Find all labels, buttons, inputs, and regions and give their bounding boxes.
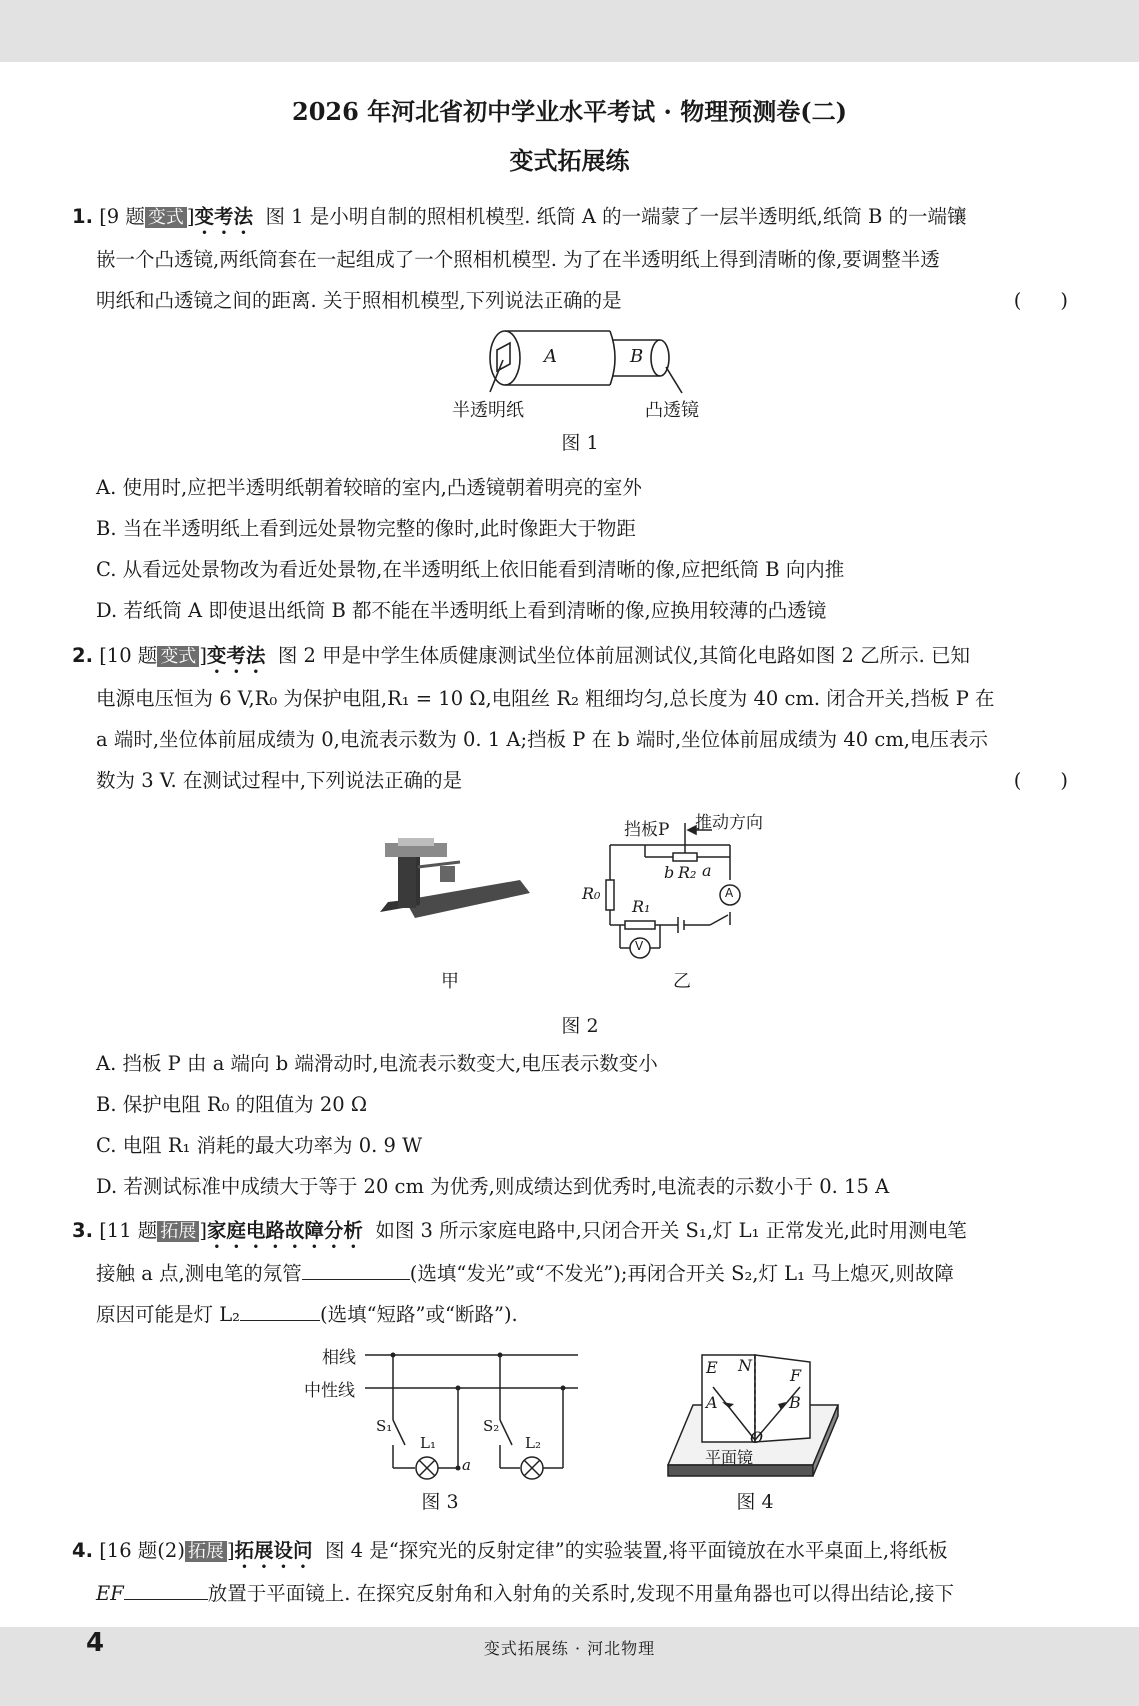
question-4-text-2b: 放置于平面镜上. 在探究反射角和入射角的关系时,发现不用量角器也可以得出结论,接下 [207,1582,955,1605]
question-3-text-2a: 接触 a 点,测电笔的氖管 [96,1262,302,1285]
fig4-label-mirror: 平面镜 [705,1448,754,1467]
fig4-label-f: F [790,1366,802,1385]
question-2-text-1: 图 2 甲是中学生体质健康测试坐位体前屈测试仪,其简化电路如图 2 乙所示. 已知 [277,644,971,667]
fig3-label-l2: L₂ [525,1434,541,1452]
fig1-label-b: B [630,346,644,367]
question-1-number: 1. [72,205,93,228]
fig4-label-a: A [706,1393,718,1412]
fig4-label-o: O [750,1428,764,1447]
question-1-text-3: 明纸和凸透镜之间的距离. 关于照相机模型,下列说法正确的是 [96,289,622,312]
question-1-source-close: ] [186,205,195,228]
fig2-label-b: b [664,863,675,882]
fig2-label-r1: R₁ [632,897,651,916]
question-1-text-2: 嵌一个凸透镜,两纸筒套在一起组成了一个照相机模型. 为了在半透明纸上得到清晰的像,要调整半透 [96,248,940,271]
question-1-tag: 变式 [145,207,187,228]
fig2-label-board: 挡板P [624,820,670,840]
fig1-label-lens: 凸透镜 [645,400,699,421]
fig3-label-neutral: 中性线 [304,1381,355,1401]
fig3-label-live: 相线 [322,1348,356,1368]
page-title: 2026 年河北省初中学业水平考试 · 物理预测卷(二) [292,97,847,126]
footer-text: 变式拓展练 · 河北物理 [483,1639,656,1658]
question-3-text-3b: (选填“短路”或“断路”). [319,1303,518,1326]
question-2-answer-paren: ( ) [1013,769,1068,792]
fig3-label-l1: L₁ [420,1434,436,1452]
question-1-option-b: B. 当在半透明纸上看到远处景物完整的像时,此时像距大于物距 [96,517,636,540]
question-1-option-c: C. 从看远处景物改为看近处景物,在半透明纸上依旧能看到清晰的像,应把纸筒 B 向内推 [96,558,845,581]
question-4 [72,1530,1068,1614]
fig4-caption: 图 4 [736,1491,774,1513]
fig1-label-paper: 半透明纸 [452,400,524,421]
fig4-label-b: B [789,1393,801,1412]
question-4-blank-1[interactable] [124,1576,208,1600]
page-subtitle: 变式拓展练 [509,146,630,175]
fig3-label-s2: S₂ [483,1417,500,1435]
fig1-label-a: A [544,346,557,367]
question-2-text-3: a 端时,坐位体前屈成绩为 0,电流表示数为 0. 1 A;挡板 P 在 b 端时,坐位体前屈成绩为 40 cm,电压表示 [96,728,989,751]
fig2-label-jia: 甲 [441,971,459,992]
fig2-label-r2: R₂ [678,863,697,882]
fig4-label-e: E [706,1358,718,1377]
question-2-option-a: A. 挡板 P 由 a 端向 b 端滑动时,电流表示数变大,电压表示数变小 [96,1052,658,1075]
fig2-label-voltmeter: V [635,939,644,953]
fig4-label-n: N [738,1356,752,1375]
question-3-source: [11 题 [99,1219,158,1242]
question-1-option-a: A. 使用时,应把半透明纸朝着较暗的室内,凸透镜朝着明亮的室外 [96,476,642,499]
question-1-answer-paren: ( ) [1013,289,1068,312]
question-4-line-2 [72,1573,1068,1614]
question-2-source: [10 题 [99,644,158,667]
question-3-source-close: ] [199,1219,207,1242]
question-2-option-c: C. 电阻 R₁ 消耗的最大功率为 0. 9 W [96,1134,423,1157]
page-number: 4 [86,1628,105,1658]
question-1-source: [9 题 [99,205,145,228]
question-3-tag: 拓展 [157,1221,199,1242]
question-3-text-1: 如图 3 所示家庭电路中,只闭合开关 S₁,灯 L₁ 正常发光,此时用测电笔 [375,1219,967,1242]
question-2-option-b: B. 保护电阻 R₀ 的阻值为 20 Ω [96,1093,368,1116]
question-4-text-1: 图 4 是“探究光的反射定律”的实验装置,将平面镜放在水平桌面上,将纸板 [324,1539,948,1562]
question-2-method: 变考法 [206,644,266,667]
question-4-source-close: ] [226,1539,235,1562]
question-4-tag: 拓展 [185,1541,227,1562]
question-1-method: 变考法 [194,205,254,228]
question-3-text-3a: 原因可能是灯 L₂ [96,1303,240,1326]
question-2-option-d: D. 若测试标准中成绩大于等于 20 cm 为优秀,则成绩达到优秀时,电流表的示数小于 0. 15 A [96,1175,890,1198]
question-3-method: 家庭电路故障分析 [206,1219,363,1242]
fig1-caption: 图 1 [561,432,599,454]
question-4-text-2a: EF [96,1582,124,1605]
fig2-label-direction: 推动方向 [695,813,763,833]
fig2-label-ammeter: A [725,886,734,900]
fig3-label-s1: S₁ [376,1417,393,1435]
question-3-number: 3. [72,1219,93,1242]
fig2-label-a: a [702,861,712,880]
fig3-caption: 图 3 [421,1491,459,1513]
question-2-source-close: ] [199,644,207,667]
question-4-source: [16 题(2) [99,1539,185,1562]
question-2-text-4: 数为 3 V. 在测试过程中,下列说法正确的是 [96,769,463,792]
question-1-text-1: 图 1 是小明自制的照相机模型. 纸筒 A 的一端蒙了一层半透明纸,纸筒 B 的一端镶 [265,205,967,228]
question-2-tag: 变式 [157,646,199,667]
question-4-number: 4. [72,1539,93,1562]
fig4-board-f [755,1355,810,1442]
fig2-caption: 图 2 [561,1015,599,1037]
fig2-label-yi: 乙 [673,971,691,992]
question-2-number: 2. [72,644,93,667]
question-3-text-2b: (选填“发光”或“不发光”);再闭合开关 S₂,灯 L₁ 马上熄灭,则故障 [409,1262,954,1285]
question-1-option-d: D. 若纸筒 A 即使退出纸筒 B 都不能在半透明纸上看到清晰的像,应换用较薄的凸透镜 [96,599,827,622]
question-4-line-1 [72,1530,1068,1573]
question-2-text-2: 电源电压恒为 6 V,R₀ 为保护电阻,R₁ = 10 Ω,电阻丝 R₂ 粗细均匀,总长度为 40 cm. 闭合开关,挡板 P 在 [96,687,995,710]
fig3-label-a: a [462,1456,471,1474]
question-4-method: 拓展设问 [234,1539,313,1562]
fig2-label-r0: R₀ [582,884,601,903]
